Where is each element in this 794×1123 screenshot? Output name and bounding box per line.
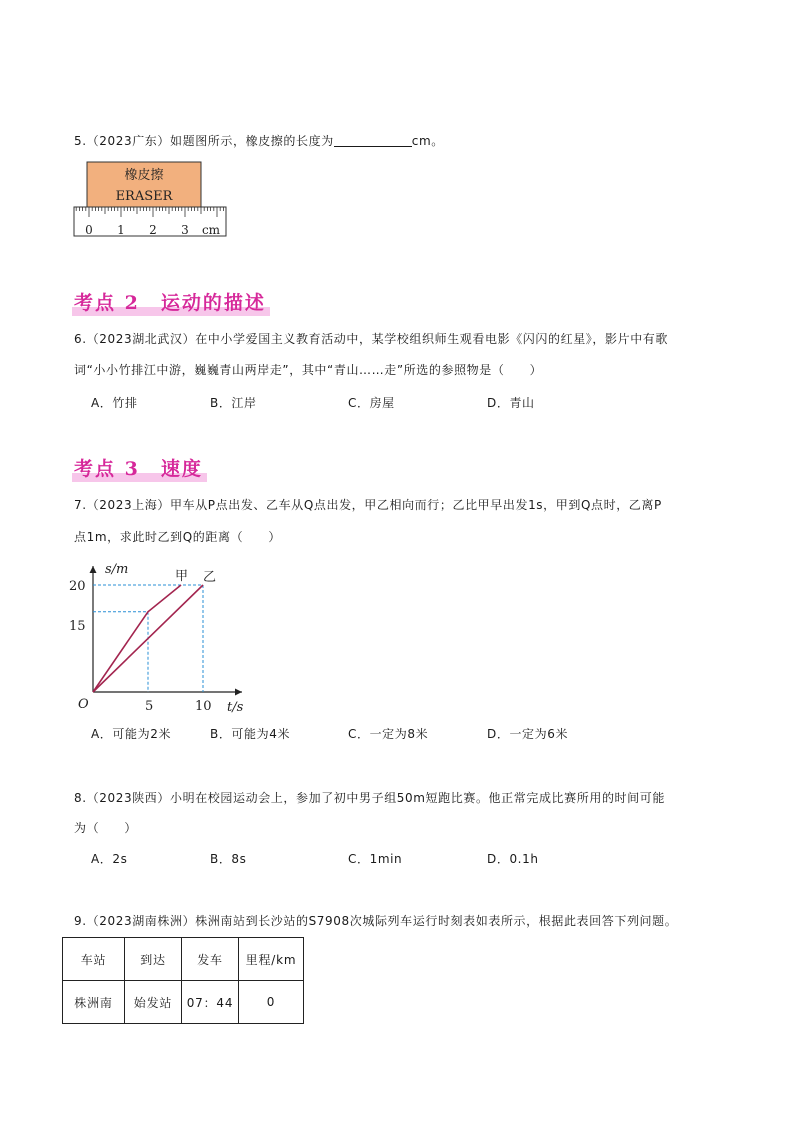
question-7-line-2: 点1m，求此时乙到Q的距离（ ） — [74, 530, 281, 544]
question-8-line-1: 8.（2023陕西）小明在校园运动会上，参加了初中男子组50m短跑比赛。他正常完成比赛所用的时间可能 — [74, 791, 665, 805]
option-d[interactable]: D．青山 — [487, 396, 535, 410]
ruler-label: 3 — [181, 223, 189, 237]
section-title: 考点 2 运动的描述 — [74, 292, 266, 314]
ruler-label: 1 — [117, 223, 125, 237]
series-label-jia: 甲 — [175, 569, 189, 584]
option-b[interactable]: B．8s — [210, 852, 247, 866]
option-a[interactable]: A．可能为2米 — [91, 727, 172, 741]
answer-blank[interactable] — [334, 134, 412, 147]
option-b[interactable]: B．可能为4米 — [210, 727, 291, 741]
option-c[interactable]: C．一定为8米 — [348, 727, 429, 741]
ruler-unit: cm — [201, 223, 221, 237]
question-7-line-1: 7.（2023上海）甲车从P点出发、乙车从Q点出发，甲乙相向而行；乙比甲早出发1s，甲到Q点时，乙离P — [74, 498, 662, 512]
series-lines — [93, 585, 203, 692]
eraser-label-cn: 橡皮擦 — [124, 168, 164, 183]
option-a[interactable]: A．竹排 — [91, 396, 138, 410]
x-axis-label: t/s — [227, 700, 244, 715]
question-6-line-1: 6.（2023湖北武汉）在中小学爱国主义教育活动中，某学校组织师生观看电影《闪闪的红星》，影片中有歌 — [74, 332, 668, 346]
section-heading-2 — [74, 290, 266, 316]
eraser-ruler-figure — [72, 160, 232, 240]
series-line-yi — [93, 585, 203, 692]
ruler-label: 0 — [85, 223, 93, 237]
question-5-text: 5.（2023广东）如题图所示，橡皮擦的长度为 — [74, 134, 334, 148]
option-b[interactable]: B．江岸 — [210, 396, 257, 410]
question-5 — [74, 133, 444, 149]
question-6-line-2: 词“小小竹排江中游，巍巍青山两岸走”，其中“青山……走”所选的参照物是（ ） — [74, 363, 543, 377]
table-cell: 始发站 — [125, 981, 182, 1024]
table-header-row — [63, 938, 304, 981]
x-tick-label: 5 — [145, 699, 154, 714]
question-5-unit: cm。 — [411, 134, 444, 148]
option-c[interactable]: C．1min — [348, 852, 403, 866]
y-tick-label: 15 — [69, 619, 86, 634]
section-heading-3 — [74, 456, 203, 482]
series-line-jia — [93, 585, 181, 692]
option-a[interactable]: A．2s — [91, 852, 128, 866]
table-cell: 0 — [239, 981, 304, 1024]
option-d[interactable]: D．一定为6米 — [487, 727, 569, 741]
table-header: 到达 — [125, 938, 182, 981]
x-tick-label: 10 — [195, 699, 212, 714]
section-title: 考点 3 速度 — [74, 458, 203, 480]
option-d[interactable]: D．0.1h — [487, 852, 539, 866]
table-header: 发车 — [182, 938, 239, 981]
series-label-yi: 乙 — [203, 570, 217, 585]
origin-label: O — [78, 697, 89, 712]
question-9-line-1: 9.（2023湖南株洲）株洲南站到长沙站的S7908次城际列车运行时刻表如表所示，根据此表回答下列问题。 — [74, 914, 678, 928]
table-header: 车站 — [63, 938, 125, 981]
table-row — [63, 981, 304, 1024]
timetable — [62, 937, 304, 1024]
ruler-label: 2 — [149, 223, 157, 237]
question-8-line-2: 为（ ） — [74, 821, 138, 835]
table-cell: 株洲南 — [63, 981, 125, 1024]
y-tick-label: 20 — [69, 579, 86, 594]
table-cell: 07：44 — [182, 981, 239, 1024]
option-c[interactable]: C．房屋 — [348, 396, 395, 410]
table-header: 里程/km — [239, 938, 304, 981]
s-t-graph — [69, 560, 252, 715]
eraser-label-en: ERASER — [115, 189, 173, 204]
y-axis-label: s/m — [105, 562, 129, 577]
